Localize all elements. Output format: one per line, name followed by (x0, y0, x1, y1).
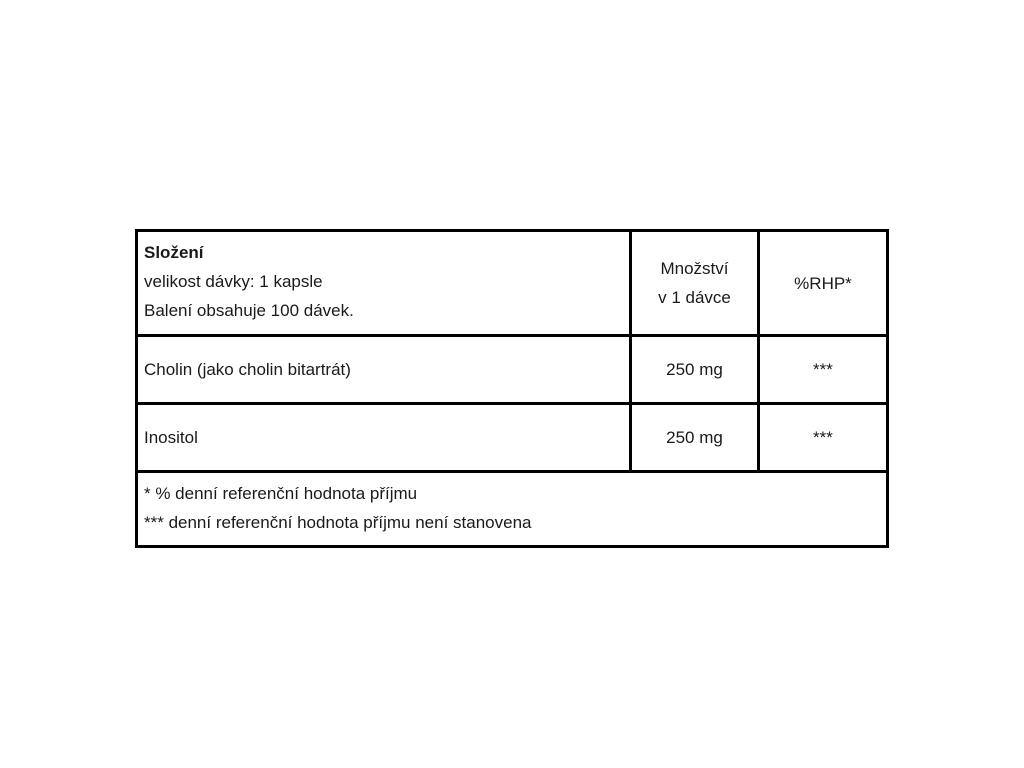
footnote-rhp: * % denní referenční hodnota příjmu (144, 484, 418, 503)
header-composition-cell (137, 231, 631, 336)
amount-header-line2: v 1 dávce (658, 288, 731, 307)
header-amount-cell (631, 231, 759, 336)
table-row (137, 404, 888, 472)
ingredient-name-cell: Inositol (137, 404, 631, 472)
header-rhp-cell: %RHP* (758, 231, 887, 336)
table-footer-row (137, 472, 888, 547)
table-header-row (137, 231, 888, 336)
composition-table (135, 229, 889, 548)
ingredient-amount-cell: 250 mg (631, 336, 759, 404)
footnote-not-set: *** denní referenční hodnota příjmu není stanovena (144, 513, 532, 532)
table-row (137, 336, 888, 404)
ingredient-rhp-cell: *** (758, 336, 887, 404)
footnotes-cell (137, 472, 888, 547)
amount-header-line1: Množství (660, 259, 729, 278)
ingredient-name-cell: Cholin (jako cholin bitartrát) (137, 336, 631, 404)
package-info-text: Balení obsahuje 100 dávek. (144, 301, 354, 320)
ingredient-amount-cell: 250 mg (631, 404, 759, 472)
ingredient-rhp-cell: *** (758, 404, 887, 472)
serving-size-text: velikost dávky: 1 kapsle (144, 272, 323, 291)
composition-title: Složení (144, 243, 204, 262)
